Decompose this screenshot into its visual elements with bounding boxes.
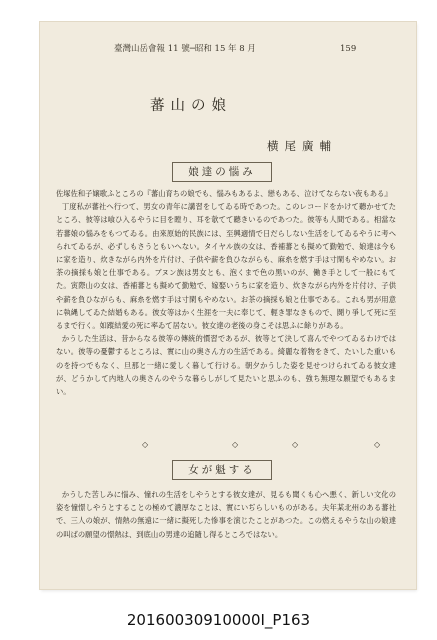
diamond-ornament: ◇ xyxy=(374,440,381,449)
section-1-body xyxy=(56,187,396,398)
section-heading-2: 女が魁する xyxy=(172,460,272,480)
article-title: 蕃山の娘 xyxy=(150,98,232,114)
paragraph: 佐塚佐和子嬢歌ふところの『蕃山育ちの娘でも、惱みもあるよ、戀もある、泣けてならない夜もある』 xyxy=(56,189,392,198)
page-number: 159 xyxy=(340,44,357,54)
section-heading-1: 娘達の惱み xyxy=(172,162,272,182)
paragraph: かうした苦しみに惱み、憧れの生活をしやうとする彼女達が、見るも聞くも心へ悪く、新しい文化の姿を憧憬しやうとすることの極めて濃厚なことは、實にいぢらしいものがある。夫年某北州のある蕃社で、三人の娘が、情熱の無遠に一緒に擬死した慘事を演じたことがあつた。この燃えるやうな山の娘達の叫ばの願望の憬熱は、到底山の男達の追隨し得るところではない。 xyxy=(56,490,396,539)
ornament-divider xyxy=(56,440,396,452)
article-author: 横尾廣輔 xyxy=(267,139,337,153)
diamond-ornament: ◇ xyxy=(232,440,239,449)
archive-id-caption: 20160030910000I_P163 xyxy=(126,611,311,629)
running-header xyxy=(66,41,412,57)
diamond-ornament: ◇ xyxy=(142,440,149,449)
running-title: 臺灣山岳會報 11 號─昭和 15 年 8 月 xyxy=(114,44,256,54)
diamond-ornament: ◇ xyxy=(292,440,299,449)
paragraph: 丁度私が蕃社へ行つて、男女の青年に講習をしてゐる時であつた。このレコードをかけて聽かせてたところ、彼等は喰ひ入るやうに目を瞠り、耳を欹てて聽きいるのであつた。彼等も人間である。相當な若蕃娘の惱みをもつてゐる。由來原始的民族には、至興適情で日だらしない生活をしてゐるやうに考へられてゐるが、必ずしもさうともいへない。タイヤル族の女は、香補蕃とも擬めて勤勉で、娘達は今もに家を造り、炊きながら内外を片付け、子供や薪を負ひながらも、麻糸を燃す手は寸閑もやめない。お茶の摘採も娘と仕事である。ブヌン族は男女とも、泡くまで色の黑いのが、働き手として一般にもてた。寅際山の女は、香補蕃とも擬めて勤勉で、嫁娶いうちに家を造り、炊きながら内外を片付け、子供や薪を負ひながらも、麻糸を燃す手は寸閑もやめない。お茶の摘採も娘と仕事である。これも男が用意に執縄してゐた結婚もある。彼女等はかく生涯を一夫に奉じて、輕き罪なきもので、鬪り爭して死に至るまで行く。如蹤結愛の死に率ゐて居ない。彼女達の老後の身こそは思ふに餘りがある。 xyxy=(56,202,396,331)
paragraph: かうした生活は、昔からなる彼等の傳統的慣習であるが、彼等とて決して喜んでやつてゐるわけではない。彼等の憂鬱するところは、實に山の奧さん方の生活である。綺麗な着物をきて、たいした重いものを持つでもなく、旦那と一緒に愛しく暮して行ける。朝夕かうした姿を見せつけられてゐる彼女達が、どうかして内地人の奧さんのやうな暮らしがして見たいと思ふのも、強ち無理な願望でもあるまい。 xyxy=(56,334,396,397)
section-2-body xyxy=(56,488,396,541)
